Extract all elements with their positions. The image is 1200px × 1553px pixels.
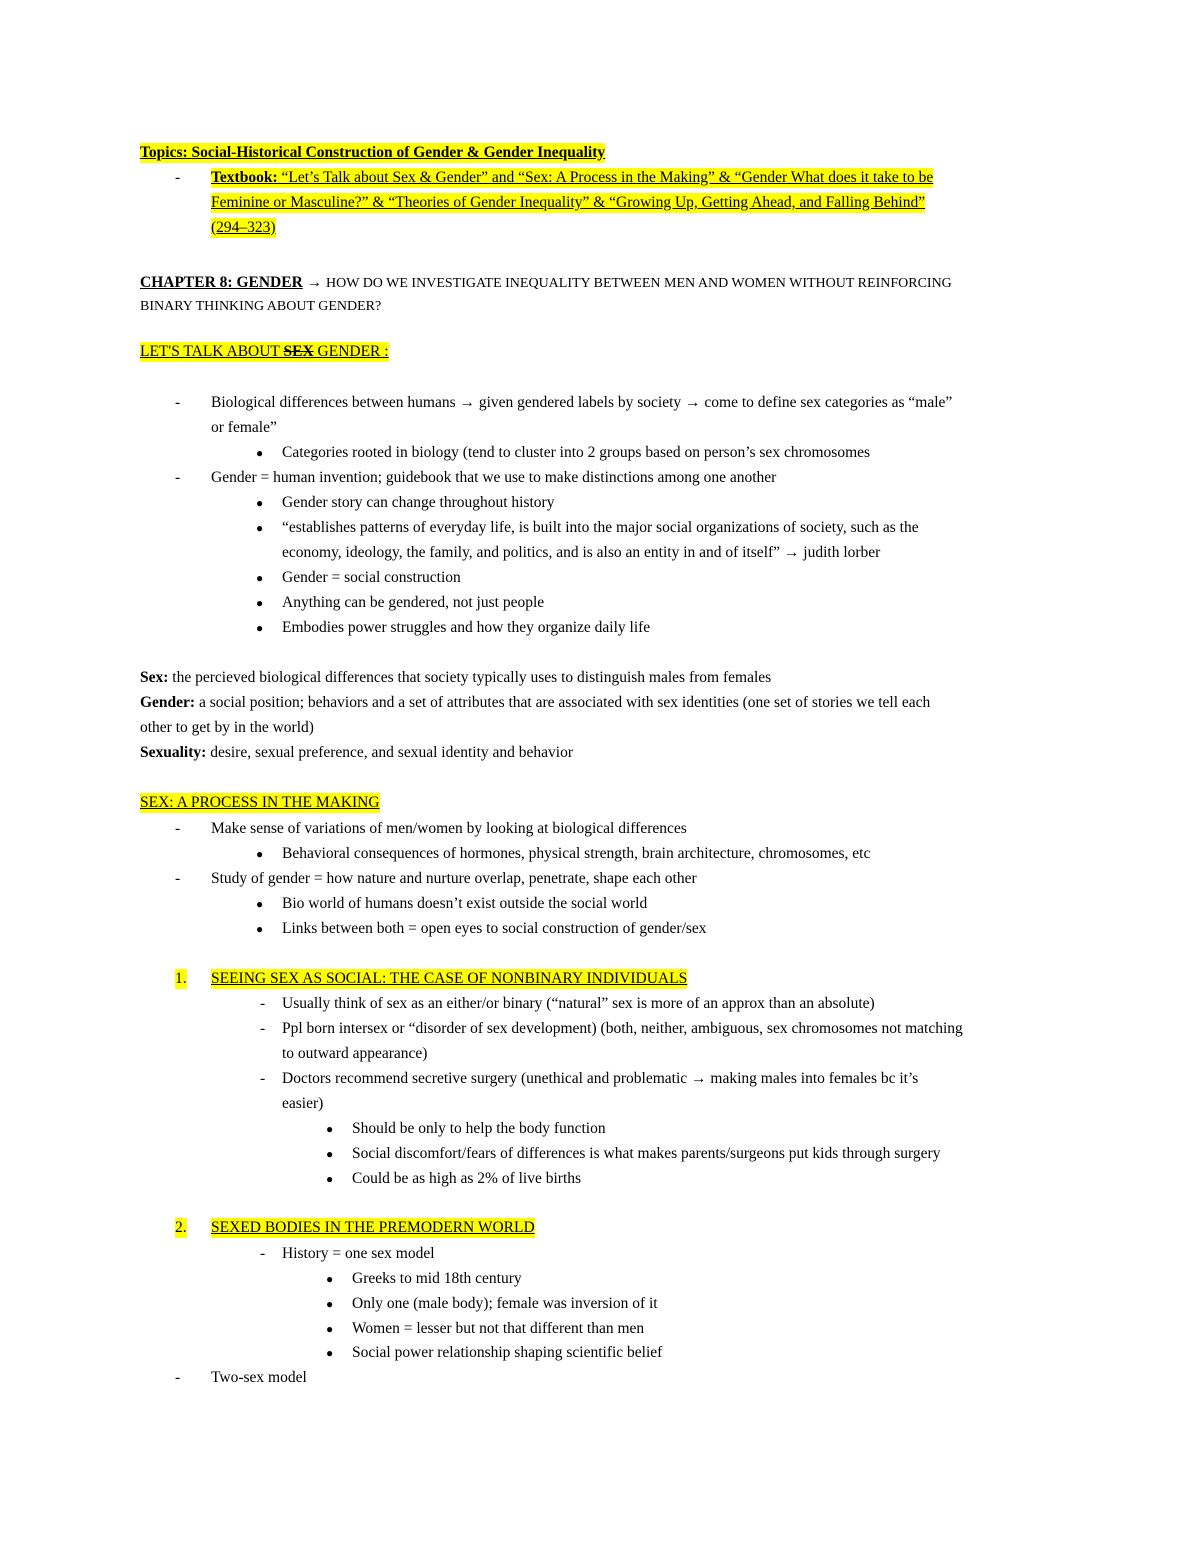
list-item: Ppl born intersex or “disorder of sex development) (both, neither, ambiguous, sex chromosomes not matching [282, 1020, 963, 1037]
textbook-line-2: Feminine or Masculine?” & “Theories of Gender Inequality” & “Growing Up, Getting Ahead, and Falling Behind” [211, 194, 926, 211]
list-item: History = one sex model [282, 1245, 435, 1262]
section-1-heading: SEEING SEX AS SOCIAL: THE CASE OF NONBINARY INDIVIDUALS [211, 970, 688, 987]
bullet-icon: ● [326, 1297, 334, 1311]
def-gender: a social position; behaviors and a set of attributes that are associated with sex identities (one set of stories we tell each [195, 694, 931, 711]
struck-word: SEX [283, 343, 314, 360]
bullet-icon: ● [256, 571, 264, 585]
list-item: Should be only to help the body function [352, 1120, 606, 1137]
list-dash: - [260, 1020, 266, 1037]
section-2-heading: SEXED BODIES IN THE PREMODERN WORLD [211, 1219, 535, 1236]
bullet-icon: ● [256, 596, 264, 610]
bullet-icon: ● [256, 496, 264, 510]
textbook-label: Textbook: [211, 169, 278, 186]
list-item: Women = lesser but not that different than men [352, 1320, 645, 1337]
bullet-icon: ● [326, 1272, 334, 1286]
chapter-question-2: BINARY THINKING ABOUT GENDER? [140, 299, 382, 314]
list-item: Biological differences between humans → given gendered labels by society → come to define sex categories as “male” [211, 394, 953, 411]
section-1-number: 1. [175, 970, 187, 987]
list-item: Only one (male body); female was inversion of it [352, 1295, 658, 1312]
list-item: Gender = social construction [282, 569, 461, 586]
list-dash: - [175, 870, 181, 887]
bullet-icon: ● [326, 1122, 334, 1136]
list-dash: - [175, 820, 181, 837]
list-item-cont: to outward appearance) [282, 1045, 428, 1062]
chapter-arrow: → [302, 274, 327, 291]
chapter-question-1: HOW DO WE INVESTIGATE INEQUALITY BETWEEN MEN AND WOMEN WITHOUT REINFORCING [326, 276, 952, 291]
chapter-heading [140, 273, 952, 294]
bullet-icon: ● [256, 922, 264, 936]
textbook-line-3: (294–323) [211, 219, 276, 236]
textbook-line-1 [211, 168, 933, 188]
list-item: Two-sex model [211, 1369, 307, 1386]
list-item: Categories rooted in biology (tend to cluster into 2 groups based on person’s sex chromosomes [282, 444, 871, 461]
list-item: Doctors recommend secretive surgery (unethical and problematic → making males into females bc it’s [282, 1070, 919, 1087]
list-item: “establishes patterns of everyday life, is built into the major social organizations of society, such as the [282, 519, 919, 536]
list-item: Embodies power struggles and how they organize daily life [282, 619, 651, 636]
list-item: Usually think of sex as an either/or binary (“natural” sex is more of an approx than an absolute) [282, 995, 875, 1012]
lets-talk-prefix: LET'S TALK ABOUT [140, 343, 284, 360]
bullet-icon: ● [256, 897, 264, 911]
section-2-number: 2. [175, 1219, 187, 1236]
list-dash: - [260, 995, 266, 1012]
list-item: Could be as high as 2% of live births [352, 1170, 582, 1187]
bullet-icon: ● [256, 521, 264, 535]
chapter-label: CHAPTER 8: GENDER [140, 274, 303, 291]
topics-heading: Topics: Social-Historical Construction of Gender & Gender Inequality [140, 144, 606, 161]
list-dash: - [175, 1369, 181, 1386]
sex-process-heading: SEX: A PROCESS IN THE MAKING [140, 794, 380, 811]
list-item: Anything can be gendered, not just people [282, 594, 545, 611]
list-item: Behavioral consequences of hormones, physical strength, brain architecture, chromosomes, etc [282, 845, 871, 862]
term-sex: Sex: [140, 669, 169, 686]
list-dash: - [175, 394, 181, 411]
bullet-icon: ● [256, 621, 264, 635]
definition-sexuality [140, 743, 573, 763]
list-item: Gender = human invention; guidebook that we use to make distinctions among one another [211, 469, 777, 486]
definition-gender [140, 693, 930, 713]
list-item: Bio world of humans doesn’t exist outside the social world [282, 895, 648, 912]
list-item-cont: or female” [211, 419, 277, 436]
definition-gender-cont: other to get by in the world) [140, 719, 314, 736]
list-item: Social discomfort/fears of differences is what makes parents/surgeons put kids through surgery [352, 1145, 941, 1162]
list-item: Make sense of variations of men/women by looking at biological differences [211, 820, 687, 837]
bullet-icon: ● [256, 446, 264, 460]
bullet-icon: ● [326, 1172, 334, 1186]
list-dash: - [260, 1245, 266, 1262]
bullet-icon: ● [326, 1346, 334, 1360]
lets-talk-heading [140, 342, 389, 362]
list-dash: - [175, 469, 181, 486]
textbook-text-1: “Let’s Talk about Sex & Gender” and “Sex: A Process in the Making” & “Gender What does it take to be [277, 169, 934, 186]
list-item-cont: economy, ideology, the family, and politics, and is also an entity in and of itself” → judith lorber [282, 544, 881, 561]
list-item-cont: easier) [282, 1095, 324, 1112]
list-dash: - [175, 169, 181, 186]
term-sexuality: Sexuality: [140, 744, 207, 761]
def-sexuality: desire, sexual preference, and sexual identity and behavior [206, 744, 573, 761]
bullet-icon: ● [326, 1147, 334, 1161]
bullet-icon: ● [326, 1322, 334, 1336]
list-item: Greeks to mid 18th century [352, 1270, 522, 1287]
list-item: Links between both = open eyes to social construction of gender/sex [282, 920, 707, 937]
lets-talk-suffix: GENDER : [313, 343, 389, 360]
def-sex: the percieved biological differences that society typically uses to distinguish males from females [168, 669, 772, 686]
term-gender: Gender: [140, 694, 196, 711]
list-item: Social power relationship shaping scientific belief [352, 1344, 663, 1361]
bullet-icon: ● [256, 847, 264, 861]
list-item: Gender story can change throughout history [282, 494, 555, 511]
list-dash: - [260, 1070, 266, 1087]
list-item: Study of gender = how nature and nurture overlap, penetrate, shape each other [211, 870, 697, 887]
definition-sex [140, 668, 771, 688]
